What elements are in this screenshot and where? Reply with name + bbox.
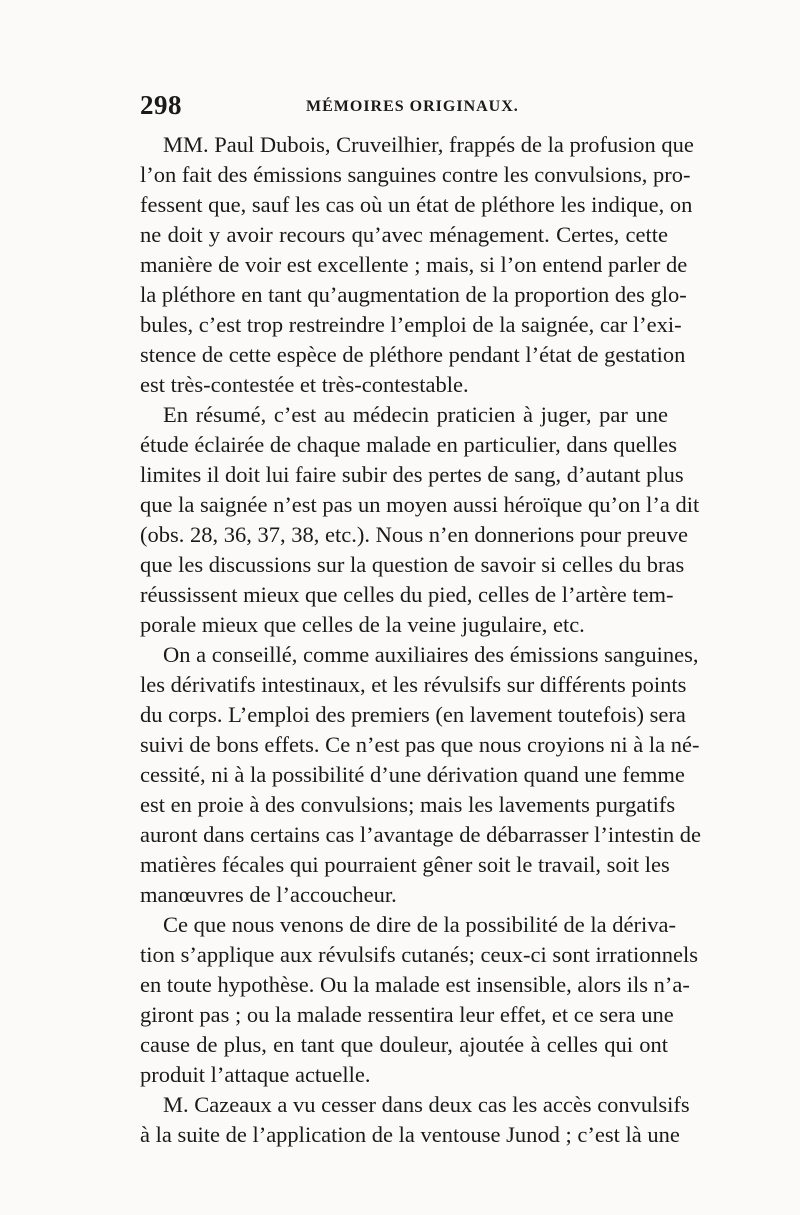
text-line: En résumé, c’est au médecin praticien à juger, par une	[163, 402, 668, 427]
text-line: M. Cazeaux a vu cesser dans deux cas les accès convulsifs	[163, 1092, 690, 1117]
text-line: est très-contestée et très-contestable.	[140, 372, 469, 397]
text-line: bules, c’est trop restreindre l’emploi de la saignée, car l’exi-	[140, 312, 682, 337]
text-line: en toute hypothèse. Ou la malade est insensible, alors ils n’a-	[140, 972, 690, 997]
text-line: réussissent mieux que celles du pied, celles de l’artère tem-	[140, 582, 674, 607]
text-line: matières fécales qui pourraient gêner soit le travail, soit les	[140, 852, 670, 877]
text-line: ne doit y avoir recours qu’avec ménagement. Certes, cette	[140, 222, 668, 247]
text-line: l’on fait des émissions sanguines contre les convulsions, pro-	[140, 162, 691, 187]
text-line: du corps. L’emploi des premiers (en lavement toutefois) sera	[140, 702, 686, 727]
text-line: tion s’applique aux révulsifs cutanés; ceux-ci sont irrationnels	[140, 942, 698, 967]
text-line: produit l’attaque actuelle.	[140, 1062, 371, 1087]
text-line: stence de cette espèce de pléthore pendant l’état de gestation	[140, 342, 686, 367]
text-line: que les discussions sur la question de savoir si celles du bras	[140, 552, 685, 577]
text-line: auront dans certains cas l’avantage de débarrasser l’intestin de	[140, 822, 702, 847]
text-line: la pléthore en tant qu’augmentation de la proportion des glo-	[140, 282, 687, 307]
text-line: cause de plus, en tant que douleur, ajoutée à celles qui ont	[140, 1032, 668, 1057]
text-line: giront pas ; ou la malade ressentira leur effet, et ce sera une	[140, 1002, 674, 1027]
text-line: à la suite de l’application de la ventouse Junod ; c’est là une	[140, 1122, 680, 1147]
text-line: limites il doit lui faire subir des pertes de sang, d’autant plus	[140, 462, 684, 487]
text-line: MM. Paul Dubois, Cruveilhier, frappés de la profusion que	[163, 132, 694, 157]
text-line: (obs. 28, 36, 37, 38, etc.). Nous n’en donnerions pour preuve	[140, 522, 689, 547]
text-line: est en proie à des convulsions; mais les lavements purgatifs	[140, 792, 676, 817]
page-number: 298	[140, 90, 182, 120]
text-line: cessité, ni à la possibilité d’une dérivation quand une femme	[140, 762, 685, 787]
text-line: les dérivatifs intestinaux, et les révulsifs sur différents points	[140, 672, 687, 697]
text-line: que la saignée n’est pas un moyen aussi héroïque qu’on l’a dit	[140, 492, 700, 517]
text-line: suivi de bons effets. Ce n’est pas que nous croyions ni à la né-	[140, 732, 700, 757]
text-line: fessent que, sauf les cas où un état de pléthore les indique, on	[140, 192, 693, 217]
text-line: étude éclairée de chaque malade en particulier, dans quelles	[140, 432, 677, 457]
text-line: On a conseillé, comme auxiliaires des émissions sanguines,	[163, 642, 699, 667]
running-title: MÉMOIRES ORIGINAUX.	[306, 98, 519, 115]
text-line: manière de voir est excellente ; mais, si l’on entend parler de	[140, 252, 688, 277]
text-line: porale mieux que celles de la veine jugulaire, etc.	[140, 612, 585, 637]
text-line: manœuvres de l’accoucheur.	[140, 882, 397, 907]
text-line: Ce que nous venons de dire de la possibilité de la dériva-	[163, 912, 676, 937]
page-header	[140, 90, 670, 130]
